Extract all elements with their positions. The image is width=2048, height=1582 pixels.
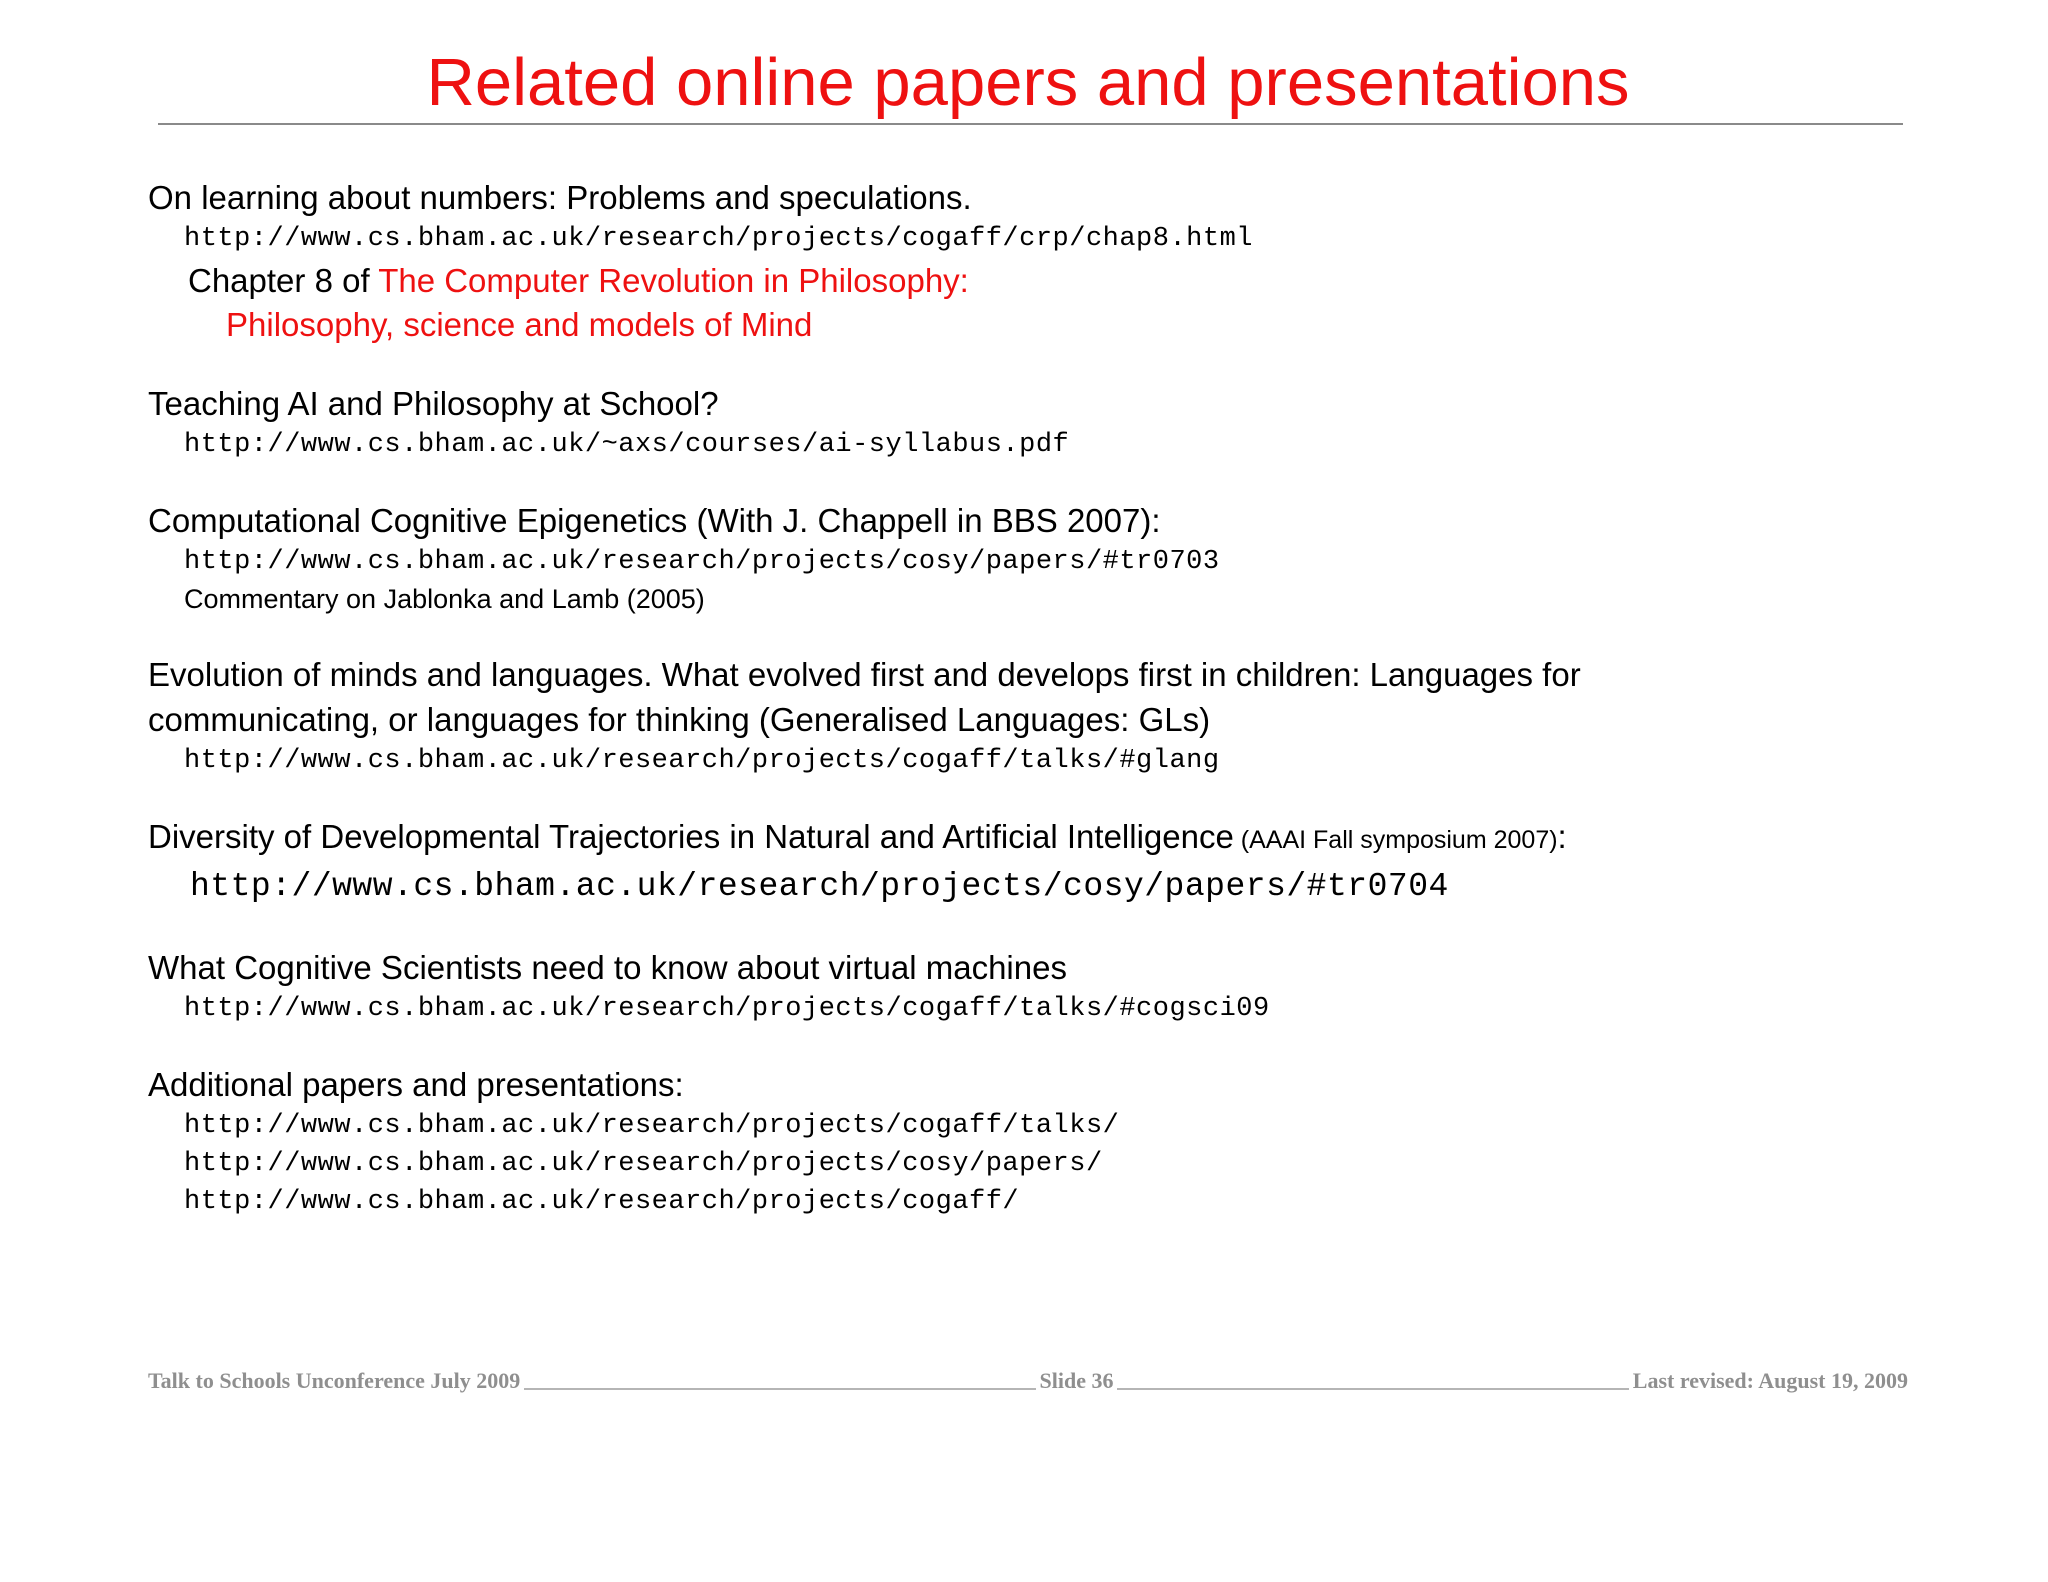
entry-heading: Additional papers and presentations: bbox=[148, 1066, 684, 1103]
entry-what-cognitive-scientists-need-to-know bbox=[148, 945, 1948, 1028]
spacer bbox=[148, 464, 1948, 498]
entry-heading: On learning about numbers: Problems and speculations. bbox=[148, 179, 972, 216]
slide-body bbox=[148, 175, 1948, 1221]
entry-url[interactable]: http://www.cs.bham.ac.uk/~axs/courses/ai-syllabus.pdf bbox=[184, 430, 1070, 460]
spacer bbox=[148, 347, 1948, 381]
entry-computational-cognitive-epigenetics bbox=[148, 498, 1948, 618]
entry-url[interactable]: http://www.cs.bham.ac.uk/research/projects/cogaff/crp/chap8.html bbox=[184, 224, 1253, 254]
entry-teaching-ai-and-philosophy bbox=[148, 381, 1948, 464]
entry-url[interactable]: http://www.cs.bham.ac.uk/research/projects/cosy/papers/#tr0704 bbox=[190, 868, 1449, 905]
entry-heading-colon: : bbox=[1557, 818, 1567, 855]
entry-subline-2: Philosophy, science and models of Mind bbox=[226, 306, 813, 343]
entry-subline-black: Chapter 8 of bbox=[188, 262, 379, 299]
entry-url-3[interactable]: http://www.cs.bham.ac.uk/research/projects/cogaff/ bbox=[184, 1187, 1020, 1217]
entry-diversity-of-developmental-trajectories bbox=[148, 814, 1948, 911]
entry-heading-main: Diversity of Developmental Trajectories in Natural and Artificial Intelligence bbox=[148, 818, 1234, 855]
footer-right: Last revised: August 19, 2009 bbox=[1632, 1368, 1908, 1393]
entry-on-learning-about-numbers bbox=[148, 175, 1948, 347]
title-divider bbox=[158, 123, 1903, 125]
footer-divider-right bbox=[1117, 1388, 1628, 1390]
entry-heading: Teaching AI and Philosophy at School? bbox=[148, 385, 719, 422]
entry-url[interactable]: http://www.cs.bham.ac.uk/research/projects/cogaff/talks/#glang bbox=[184, 746, 1220, 776]
entry-url[interactable]: http://www.cs.bham.ac.uk/research/projects/cogaff/talks/#cogsci09 bbox=[184, 994, 1270, 1024]
slide-footer bbox=[148, 1368, 1908, 1394]
entry-heading: What Cognitive Scientists need to know about virtual machines bbox=[148, 949, 1067, 986]
entry-heading-line1: Evolution of minds and languages. What evolved first and develops first in children: Languages for bbox=[148, 656, 1581, 693]
entry-subline-red: The Computer Revolution in Philosophy: bbox=[378, 262, 969, 299]
footer-divider-left bbox=[524, 1388, 1035, 1390]
entry-additional-papers-and-presentations bbox=[148, 1062, 1948, 1221]
entry-url[interactable]: http://www.cs.bham.ac.uk/research/projects/cosy/papers/#tr0703 bbox=[184, 547, 1220, 577]
spacer bbox=[148, 1028, 1948, 1062]
title-block bbox=[158, 45, 1898, 125]
page-title: Related online papers and presentations bbox=[426, 45, 1630, 120]
entry-heading-paren: (AAAI Fall symposium 2007) bbox=[1233, 826, 1558, 854]
spacer bbox=[148, 911, 1948, 945]
entry-subline bbox=[148, 258, 1948, 303]
footer-slide-number: Slide 36 bbox=[1039, 1368, 1114, 1393]
spacer bbox=[148, 780, 1948, 814]
entry-heading: Computational Cognitive Epigenetics (With J. Chappell in BBS 2007): bbox=[148, 502, 1161, 539]
entry-url-2[interactable]: http://www.cs.bham.ac.uk/research/projects/cosy/papers/ bbox=[184, 1149, 1103, 1179]
footer-left: Talk to Schools Unconference July 2009 bbox=[148, 1368, 521, 1393]
spacer bbox=[148, 618, 1948, 652]
entry-heading-line2: communicating, or languages for thinking (Generalised Languages: GLs) bbox=[148, 701, 1211, 738]
entry-note: Commentary on Jablonka and Lamb (2005) bbox=[184, 584, 705, 614]
entry-url-1[interactable]: http://www.cs.bham.ac.uk/research/projects/cogaff/talks/ bbox=[184, 1111, 1120, 1141]
entry-evolution-of-minds-and-languages bbox=[148, 652, 1948, 780]
entry-heading bbox=[148, 814, 1948, 863]
